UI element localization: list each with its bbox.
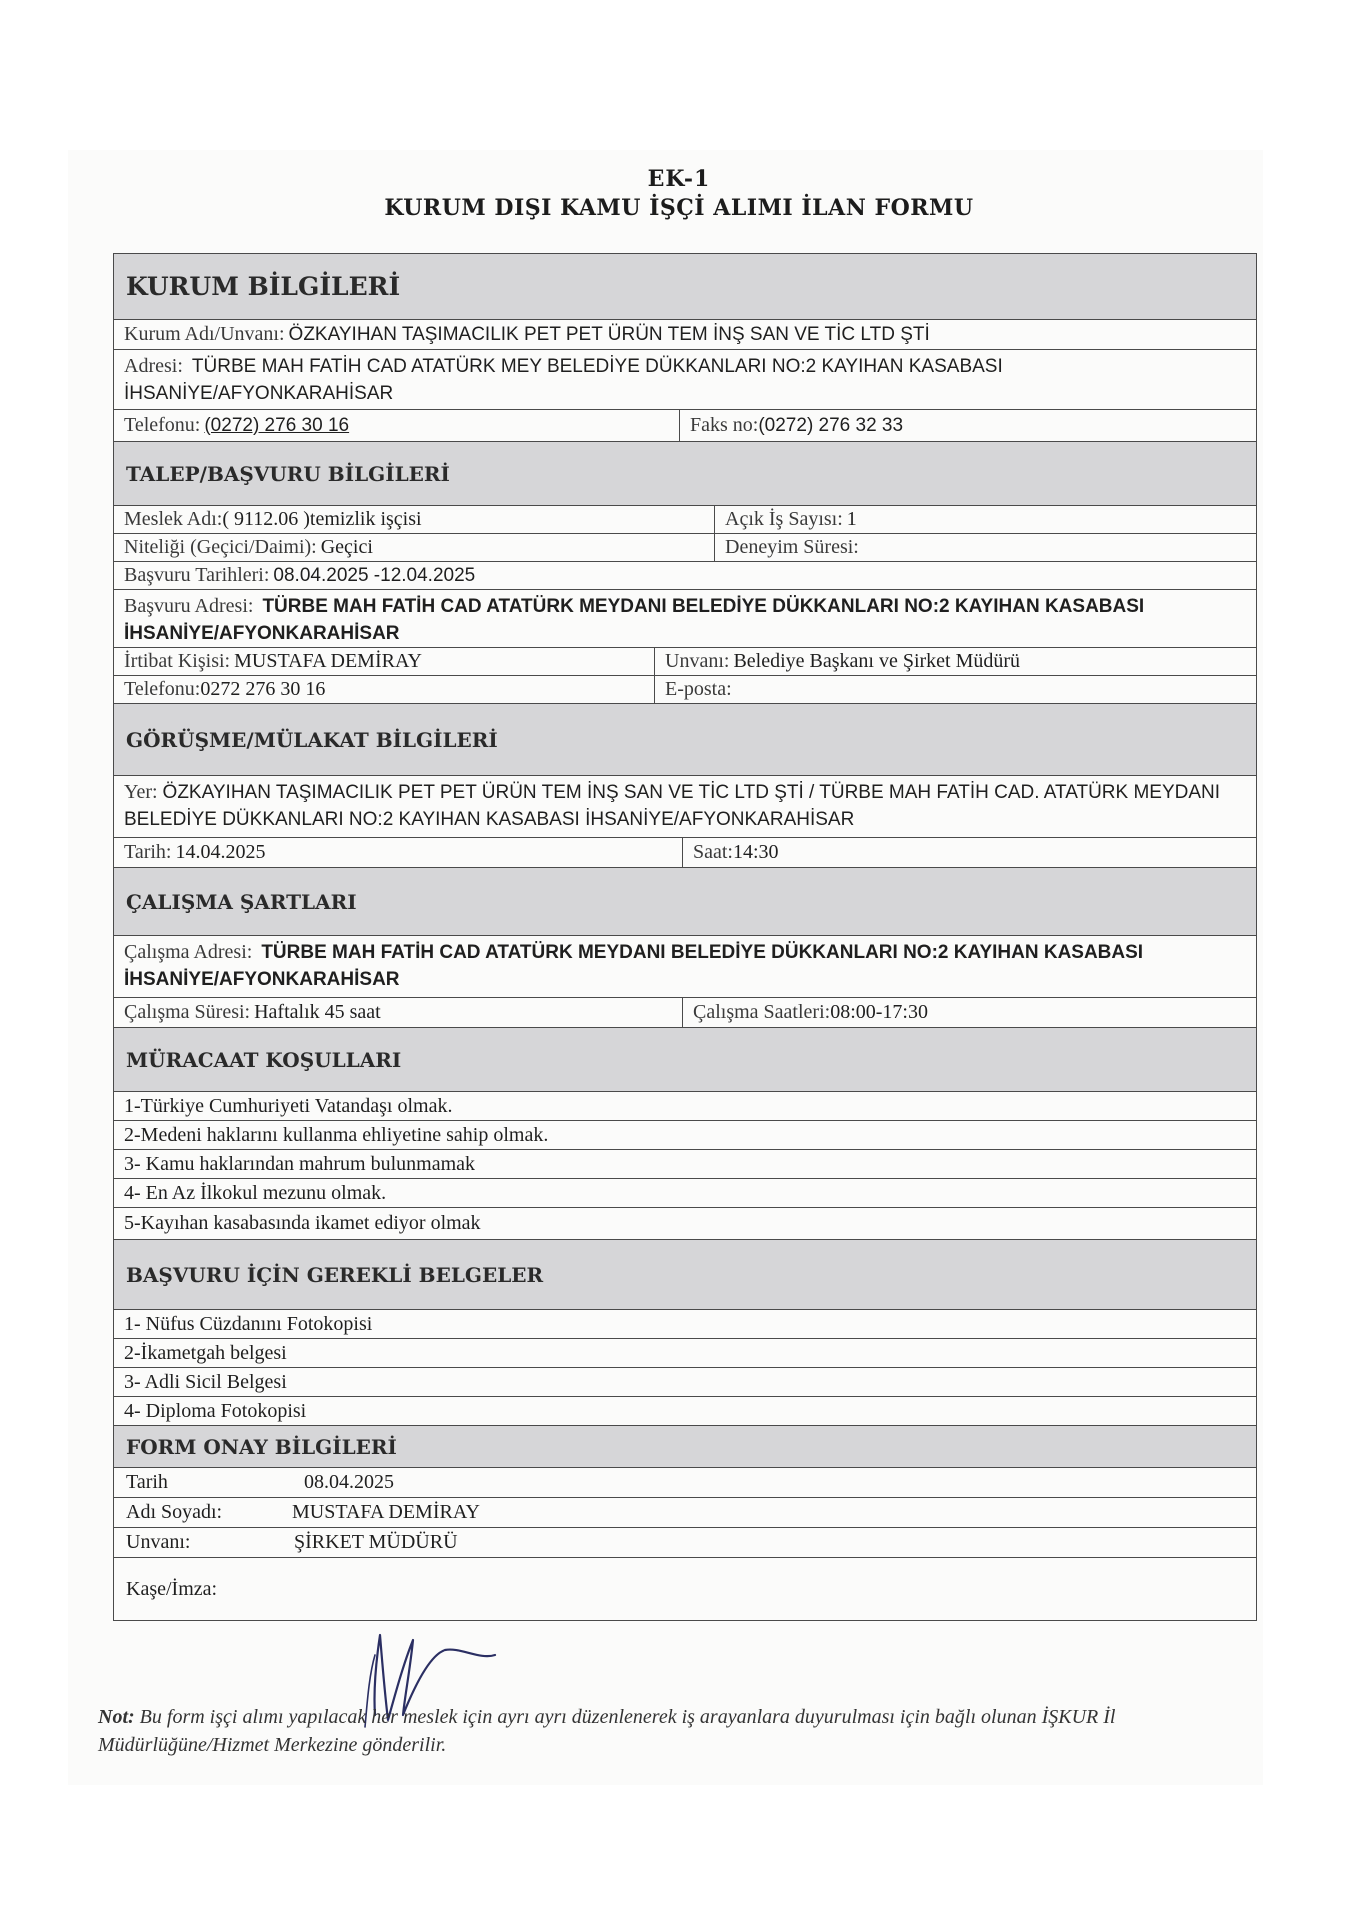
interview-date-value: 14.04.2025 — [175, 841, 266, 863]
row-contact-phone — [114, 676, 1256, 704]
note-prefix: Not: — [98, 1706, 135, 1728]
list-item — [114, 1179, 1256, 1208]
list-item — [114, 1397, 1256, 1426]
nature-label: Niteliği (Geçici/Daimi): — [124, 536, 317, 558]
application-address-value: TÜRBE MAH FATİH CAD ATATÜRK MEYDANI BELEDİYE DÜKKANLARI NO:2 KAYIHAN KASABASI İHSANİYE/AFYONKARAHİSAR — [124, 596, 1145, 644]
row-approval-date — [114, 1468, 1256, 1498]
institution-phone-label: Telefonu: — [124, 414, 201, 436]
interview-place-label: Yer: — [124, 781, 158, 803]
document-3: 3- Adli Sicil Belgesi — [124, 1370, 287, 1393]
document-4: 4- Diploma Fotokopisi — [124, 1399, 307, 1422]
row-approval-title — [114, 1528, 1256, 1558]
condition-1: 1-Türkiye Cumhuriyeti Vatandaşı olmak. — [124, 1094, 453, 1117]
application-dates-label: Başvuru Tarihleri: — [124, 564, 270, 586]
row-interview-place — [114, 776, 1256, 838]
approval-title-value: ŞİRKET MÜDÜRÜ — [294, 1531, 458, 1553]
document-1: 1- Nüfus Cüzdanını Fotokopisi — [124, 1312, 373, 1335]
section-gorusme: GÖRÜŞME/MÜLAKAT BİLGİLERİ — [114, 704, 1256, 776]
job-value: ( 9112.06 )temizlik işçisi — [222, 508, 422, 530]
section-calisma: ÇALIŞMA ŞARTLARI — [114, 868, 1256, 936]
approval-date-label: Tarih — [126, 1471, 168, 1493]
job-label: Meslek Adı: — [124, 508, 223, 530]
section-kurum: KURUM BİLGİLERİ — [114, 254, 1256, 320]
document-2: 2-İkametgah belgesi — [124, 1341, 287, 1364]
approval-title-label: Unvanı: — [126, 1531, 191, 1553]
fax-value: (0272) 276 32 33 — [758, 414, 904, 436]
row-application-address — [114, 590, 1256, 648]
work-hours-value: 08:00-17:30 — [830, 1001, 928, 1023]
application-address-label: Başvuru Adresi: — [124, 595, 254, 617]
institution-address-value: TÜRBE MAH FATİH CAD ATATÜRK MEY BELEDİYE DÜKKANLARI NO:2 KAYIHAN KASABASI İHSANİYE/AFYONKARAHİSAR — [124, 356, 1003, 404]
row-job — [114, 506, 1256, 534]
section-talep: TALEP/BAŞVURU BİLGİLERİ — [114, 442, 1256, 506]
nature-value: Geçici — [320, 536, 373, 558]
contact-phone-label: Telefonu: — [124, 678, 201, 700]
approval-date-value: 08.04.2025 — [304, 1471, 394, 1493]
fax-label: Faks no: — [690, 414, 759, 436]
footer-note — [98, 1703, 1258, 1759]
condition-3: 3- Kamu haklarından mahrum bulunmamak — [124, 1152, 476, 1175]
work-hours-label: Çalışma Saatleri: — [693, 1001, 831, 1023]
approval-name-label: Adı Soyadı: — [126, 1501, 223, 1523]
institution-name-value: ÖZKAYIHAN TAŞIMACILIK PET PET ÜRÜN TEM İNŞ SAN VE TİC LTD ŞTİ — [288, 323, 930, 345]
section-muracaat: MÜRACAAT KOŞULLARI — [114, 1028, 1256, 1092]
list-item — [114, 1310, 1256, 1339]
form-table — [113, 253, 1257, 1621]
contact-label: İrtibat Kişisi: — [124, 650, 231, 672]
work-address-value: TÜRBE MAH FATİH CAD ATATÜRK MEYDANI BELEDİYE DÜKKANLARI NO:2 KAYIHAN KASABASI İHSANİYE/AFYONKARAHİSAR — [124, 942, 1144, 990]
contact-value: MUSTAFA DEMİRAY — [234, 650, 422, 672]
condition-5: 5-Kayıhan kasabasında ikamet ediyor olmak — [124, 1212, 481, 1234]
institution-phone-value: (0272) 276 30 16 — [204, 414, 350, 436]
row-application-dates — [114, 562, 1256, 590]
application-dates-value: 08.04.2025 -12.04.2025 — [273, 564, 476, 586]
list-item — [114, 1092, 1256, 1121]
interview-place-value: ÖZKAYIHAN TAŞIMACILIK PET PET ÜRÜN TEM İNŞ SAN VE TİC LTD ŞTİ / TÜRBE MAH FATİH CAD. ATATÜRK MEYDANI BELEDİYE DÜKKANLARI NO:2 KAYIHAN KASABASI İHSANİYE/AFYONKARAHİSAR — [124, 782, 1221, 830]
list-item — [114, 1339, 1256, 1368]
row-approval-stamp — [114, 1558, 1256, 1620]
contact-title-label: Unvanı: — [665, 650, 730, 672]
list-item — [114, 1121, 1256, 1150]
work-duration-value: Haftalık 45 saat — [254, 1001, 381, 1023]
row-nature — [114, 534, 1256, 562]
stamp-signature-label: Kaşe/İmza: — [126, 1577, 218, 1600]
annex-label: EK-1 — [647, 166, 711, 192]
contact-title-value: Belediye Başkanı ve Şirket Müdürü — [733, 650, 1021, 672]
list-item — [114, 1208, 1256, 1240]
row-approval-name — [114, 1498, 1256, 1528]
condition-2: 2-Medeni haklarını kullanma ehliyetine sahip olmak. — [124, 1123, 549, 1146]
interview-time-value: 14:30 — [733, 841, 779, 863]
interview-time-label: Saat: — [693, 841, 733, 863]
interview-date-label: Tarih: — [124, 841, 172, 863]
row-contact — [114, 648, 1256, 676]
institution-address-label: Adresi: — [124, 355, 183, 377]
row-institution-name — [114, 320, 1256, 350]
work-address-label: Çalışma Adresi: — [124, 941, 253, 963]
note-text: Bu form işçi alımı yapılacak her meslek için ayrı ayrı düzenlenerek iş arayanlara duyurulması için bağlı olunan İŞKUR İl Müdürlüğüne/Hizmet Merkezine gönderilir. — [98, 1706, 1116, 1756]
open-positions-label: Açık İş Sayısı: — [725, 508, 843, 530]
row-institution-address — [114, 350, 1256, 410]
section-belgeler: BAŞVURU İÇİN GEREKLİ BELGELER — [114, 1240, 1256, 1310]
experience-label: Deneyim Süresi: — [725, 536, 859, 558]
institution-name-label: Kurum Adı/Unvanı: — [124, 323, 285, 345]
open-positions-value: 1 — [846, 508, 857, 530]
form-title: KURUM DIŞI KAMU İŞÇİ ALIMI İLAN FORMU — [384, 195, 974, 221]
list-item — [114, 1368, 1256, 1397]
row-work-duration — [114, 998, 1256, 1028]
approval-name-value: MUSTAFA DEMİRAY — [292, 1501, 480, 1523]
list-item — [114, 1150, 1256, 1179]
row-interview-date — [114, 838, 1256, 868]
contact-phone-value: 0272 276 30 16 — [200, 678, 326, 700]
work-duration-label: Çalışma Süresi: — [124, 1001, 251, 1023]
row-work-address — [114, 936, 1256, 998]
row-institution-phone — [114, 410, 1256, 442]
email-label: E-posta: — [665, 678, 732, 700]
condition-4: 4- En Az İlkokul mezunu olmak. — [124, 1181, 387, 1204]
section-onay: FORM ONAY BİLGİLERİ — [114, 1426, 1256, 1468]
